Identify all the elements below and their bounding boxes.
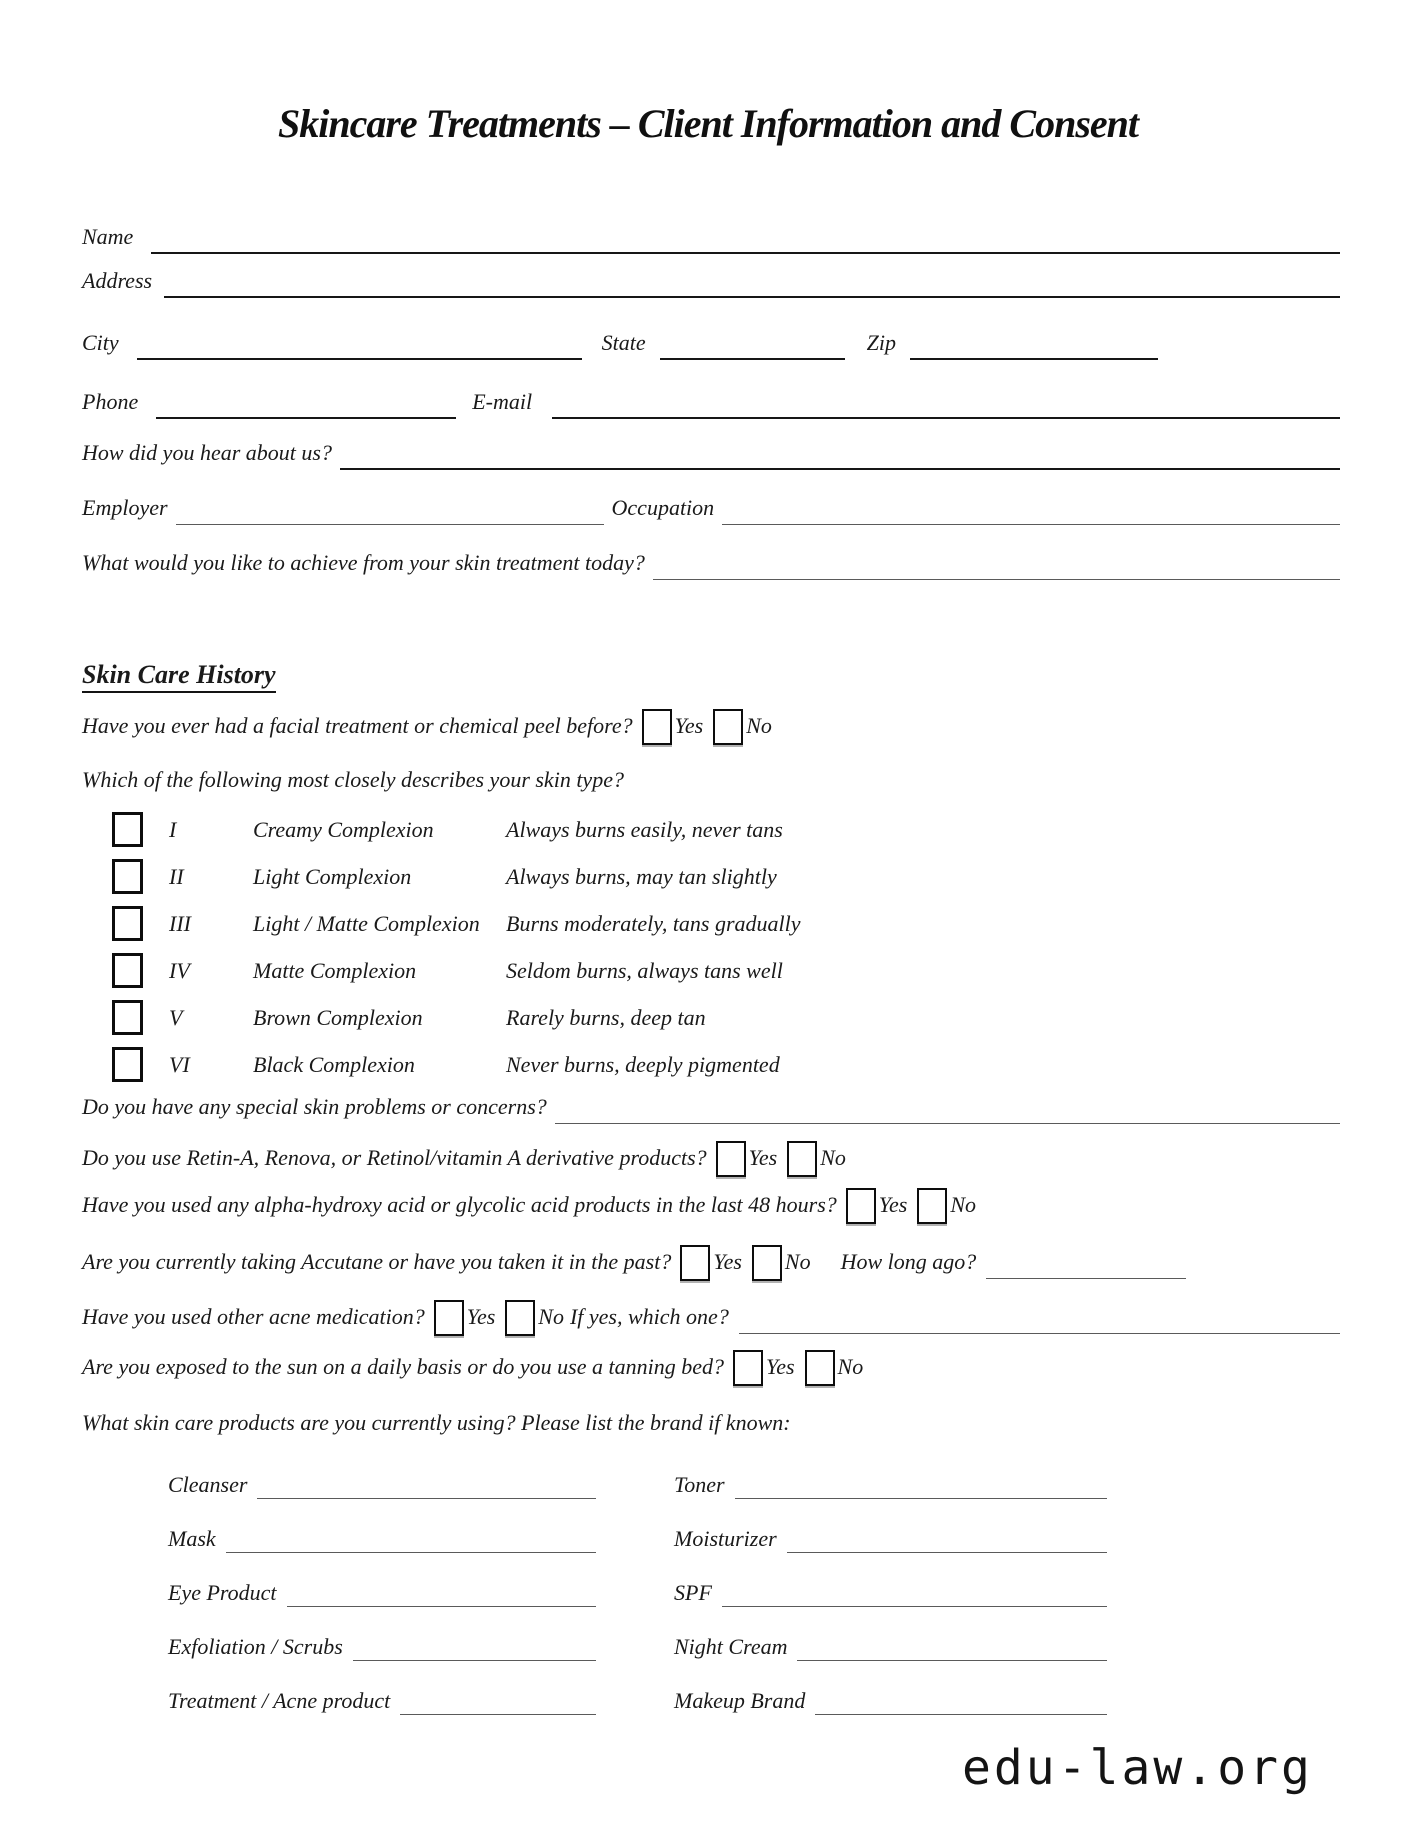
how-hear-label: How did you hear about us? xyxy=(82,440,332,465)
retina-no-checkbox[interactable] xyxy=(787,1141,817,1177)
skin-type-6-checkbox[interactable] xyxy=(112,1047,143,1082)
skin-type-5-description: Rarely burns, deep tan xyxy=(506,1004,706,1030)
skin-type-row-3 xyxy=(112,900,801,947)
retina-no-label: No xyxy=(820,1145,846,1170)
acne-no-label: No xyxy=(538,1304,564,1329)
eye-product-cell xyxy=(168,1559,596,1613)
how-hear-input-line[interactable] xyxy=(340,440,1340,470)
toner-cell xyxy=(674,1451,1107,1505)
skin-type-row-2 xyxy=(112,853,801,900)
acne-yes-label: Yes xyxy=(466,1304,496,1329)
skin-type-4-description: Seldom burns, always tans well xyxy=(506,957,783,983)
aha-yes-label: Yes xyxy=(878,1192,908,1217)
eye-product-input-line[interactable] xyxy=(287,1577,596,1607)
skin-type-row-6 xyxy=(112,1041,801,1088)
night-cream-input-line[interactable] xyxy=(797,1631,1107,1661)
makeup-brand-input-line[interactable] xyxy=(815,1685,1107,1715)
cleanser-cell xyxy=(168,1451,596,1505)
name-input-line[interactable] xyxy=(151,224,1340,254)
achieve-input-line[interactable] xyxy=(653,550,1340,580)
how-long-ago-input-line[interactable] xyxy=(986,1247,1186,1279)
cleanser-input-line[interactable] xyxy=(257,1469,596,1499)
skin-type-1-numeral: I xyxy=(169,816,177,842)
facial-yes-checkbox[interactable] xyxy=(642,709,672,745)
facial-question-label: Have you ever had a facial treatment or chemical peel before? xyxy=(82,713,633,738)
email-input-line[interactable] xyxy=(552,389,1340,419)
treatment-acne-label: Treatment / Acne product xyxy=(168,1688,391,1713)
sun-yes-label: Yes xyxy=(766,1354,795,1379)
state-input-line[interactable] xyxy=(660,330,845,360)
name-label: Name xyxy=(82,224,134,249)
mask-input-line[interactable] xyxy=(226,1523,596,1553)
skin-type-5-checkbox[interactable] xyxy=(112,1000,143,1035)
city-label: City xyxy=(82,330,119,355)
acne-no-checkbox[interactable] xyxy=(505,1300,535,1336)
state-label: State xyxy=(601,330,646,355)
makeup-brand-cell xyxy=(674,1667,1107,1721)
skin-type-2-numeral: II xyxy=(169,863,184,889)
sun-question-label: Are you exposed to the sun on a daily basis or do you use a tanning bed? xyxy=(82,1354,724,1379)
accutane-yes-label: Yes xyxy=(713,1249,742,1274)
night-cream-label: Night Cream xyxy=(674,1634,788,1659)
aha-no-label: No xyxy=(950,1192,977,1217)
skin-type-2-checkbox[interactable] xyxy=(112,859,143,894)
retina-question-label: Do you use Retin-A, Renova, or Retinol/vitamin A derivative products? xyxy=(82,1145,707,1170)
address-row xyxy=(82,264,1340,298)
concerns-label: Do you have any special skin problems or concerns? xyxy=(82,1094,547,1119)
skin-type-1-checkbox[interactable] xyxy=(112,812,143,847)
skin-type-4-name: Matte Complexion xyxy=(253,957,417,983)
accutane-no-label: No xyxy=(784,1249,811,1274)
address-input-line[interactable] xyxy=(164,268,1340,298)
occupation-label: Occupation xyxy=(611,495,715,520)
skin-type-2-description: Always burns, may tan slightly xyxy=(506,863,777,889)
facial-question-row xyxy=(82,706,1340,746)
skin-type-row-1 xyxy=(112,806,801,853)
night-cream-cell xyxy=(674,1613,1107,1667)
acne-yes-checkbox[interactable] xyxy=(434,1300,464,1336)
employer-input-line[interactable] xyxy=(176,495,604,525)
facial-yes-label: Yes xyxy=(674,713,704,738)
retina-yes-label: Yes xyxy=(748,1145,778,1170)
watermark-text: edu-law.org xyxy=(962,1740,1313,1796)
skin-type-3-checkbox[interactable] xyxy=(112,906,143,941)
skin-type-3-name: Light / Matte Complexion xyxy=(253,910,480,936)
facial-no-checkbox[interactable] xyxy=(713,709,743,745)
makeup-brand-label: Makeup Brand xyxy=(674,1688,806,1713)
achieve-label: What would you like to achieve from your skin treatment today? xyxy=(82,550,645,575)
skin-type-6-numeral: VI xyxy=(169,1051,190,1077)
accutane-yes-checkbox[interactable] xyxy=(680,1245,710,1281)
skin-type-5-numeral: V xyxy=(169,1004,183,1030)
skin-type-table xyxy=(112,806,801,1088)
which-one-input-line[interactable] xyxy=(739,1302,1340,1334)
toner-label: Toner xyxy=(674,1472,725,1497)
moisturizer-label: Moisturizer xyxy=(674,1526,777,1551)
zip-input-line[interactable] xyxy=(910,330,1158,360)
form-title: Skincare Treatments – Client Information and Consent xyxy=(277,101,1138,146)
mask-label: Mask xyxy=(168,1526,216,1551)
concerns-row xyxy=(82,1090,1340,1124)
aha-yes-checkbox[interactable] xyxy=(846,1188,876,1224)
skin-type-row-5 xyxy=(112,994,801,1041)
occupation-input-line[interactable] xyxy=(722,495,1340,525)
skin-type-5-name: Brown Complexion xyxy=(253,1004,423,1030)
skin-type-6-description: Never burns, deeply pigmented xyxy=(506,1051,780,1077)
facial-no-label: No xyxy=(746,713,772,738)
products-intro: What skin care products are you currently using? Please list the brand if known: xyxy=(82,1410,791,1435)
city-state-zip-row xyxy=(82,326,1340,360)
skin-type-3-description: Burns moderately, tans gradually xyxy=(506,910,801,936)
aha-no-checkbox[interactable] xyxy=(917,1188,947,1224)
sun-question-row xyxy=(82,1347,1340,1387)
treatment-acne-cell xyxy=(168,1667,596,1721)
skin-type-row-4 xyxy=(112,947,801,994)
exfoliation-label: Exfoliation / Scrubs xyxy=(168,1634,343,1659)
skin-type-6-name: Black Complexion xyxy=(253,1051,415,1077)
skin-type-question: Which of the following most closely describes your skin type? xyxy=(82,767,624,792)
accutane-no-checkbox[interactable] xyxy=(752,1245,782,1281)
address-label: Address xyxy=(82,268,153,293)
toner-input-line[interactable] xyxy=(735,1469,1107,1499)
concerns-input-line[interactable] xyxy=(555,1094,1340,1124)
acne-question-row xyxy=(82,1297,1340,1337)
aha-question-row xyxy=(82,1185,1340,1225)
aha-question-label: Have you used any alpha-hydroxy acid or glycolic acid products in the last 48 hours? xyxy=(82,1192,837,1217)
phone-label: Phone xyxy=(82,389,139,414)
phone-input-line[interactable] xyxy=(156,389,456,419)
sun-no-label: No xyxy=(837,1354,864,1379)
skin-type-1-description: Always burns easily, never tans xyxy=(506,816,783,842)
cleanser-label: Cleanser xyxy=(168,1472,248,1497)
how-long-ago-label: How long ago? xyxy=(840,1249,977,1274)
exfoliation-cell xyxy=(168,1613,596,1667)
city-input-line[interactable] xyxy=(137,330,582,360)
achieve-row xyxy=(82,546,1340,580)
moisturizer-cell xyxy=(674,1505,1107,1559)
name-row xyxy=(82,220,1340,254)
spf-cell xyxy=(674,1559,1107,1613)
skin-care-history-heading: Skin Care History xyxy=(82,660,276,693)
accutane-question-label: Are you currently taking Accutane or have you taken it in the past? xyxy=(82,1249,672,1274)
skin-type-4-checkbox[interactable] xyxy=(112,953,143,988)
mask-cell xyxy=(168,1505,596,1559)
retina-question-row xyxy=(82,1138,1340,1178)
sun-yes-checkbox[interactable] xyxy=(733,1350,763,1386)
email-label: E-mail xyxy=(472,389,533,414)
how-hear-row xyxy=(82,436,1340,470)
which-one-label: If yes, which one? xyxy=(569,1304,729,1329)
moisturizer-input-line[interactable] xyxy=(787,1523,1107,1553)
retina-yes-checkbox[interactable] xyxy=(716,1141,746,1177)
sun-no-checkbox[interactable] xyxy=(805,1350,835,1386)
eye-product-label: Eye Product xyxy=(168,1580,277,1605)
employer-label: Employer xyxy=(82,495,168,520)
zip-label: Zip xyxy=(866,330,897,355)
skin-type-3-numeral: III xyxy=(169,910,191,936)
phone-email-row xyxy=(82,385,1340,419)
accutane-question-row xyxy=(82,1242,1340,1282)
treatment-acne-input-line[interactable] xyxy=(400,1685,596,1715)
acne-question-label: Have you used other acne medication? xyxy=(82,1304,425,1329)
skin-type-1-name: Creamy Complexion xyxy=(253,816,434,842)
skin-type-4-numeral: IV xyxy=(169,957,190,983)
spf-input-line[interactable] xyxy=(722,1577,1107,1607)
skin-type-2-name: Light Complexion xyxy=(253,863,412,889)
products-grid xyxy=(168,1451,1107,1721)
exfoliation-input-line[interactable] xyxy=(353,1631,596,1661)
spf-label: SPF xyxy=(674,1580,712,1605)
employer-occupation-row xyxy=(82,491,1340,525)
